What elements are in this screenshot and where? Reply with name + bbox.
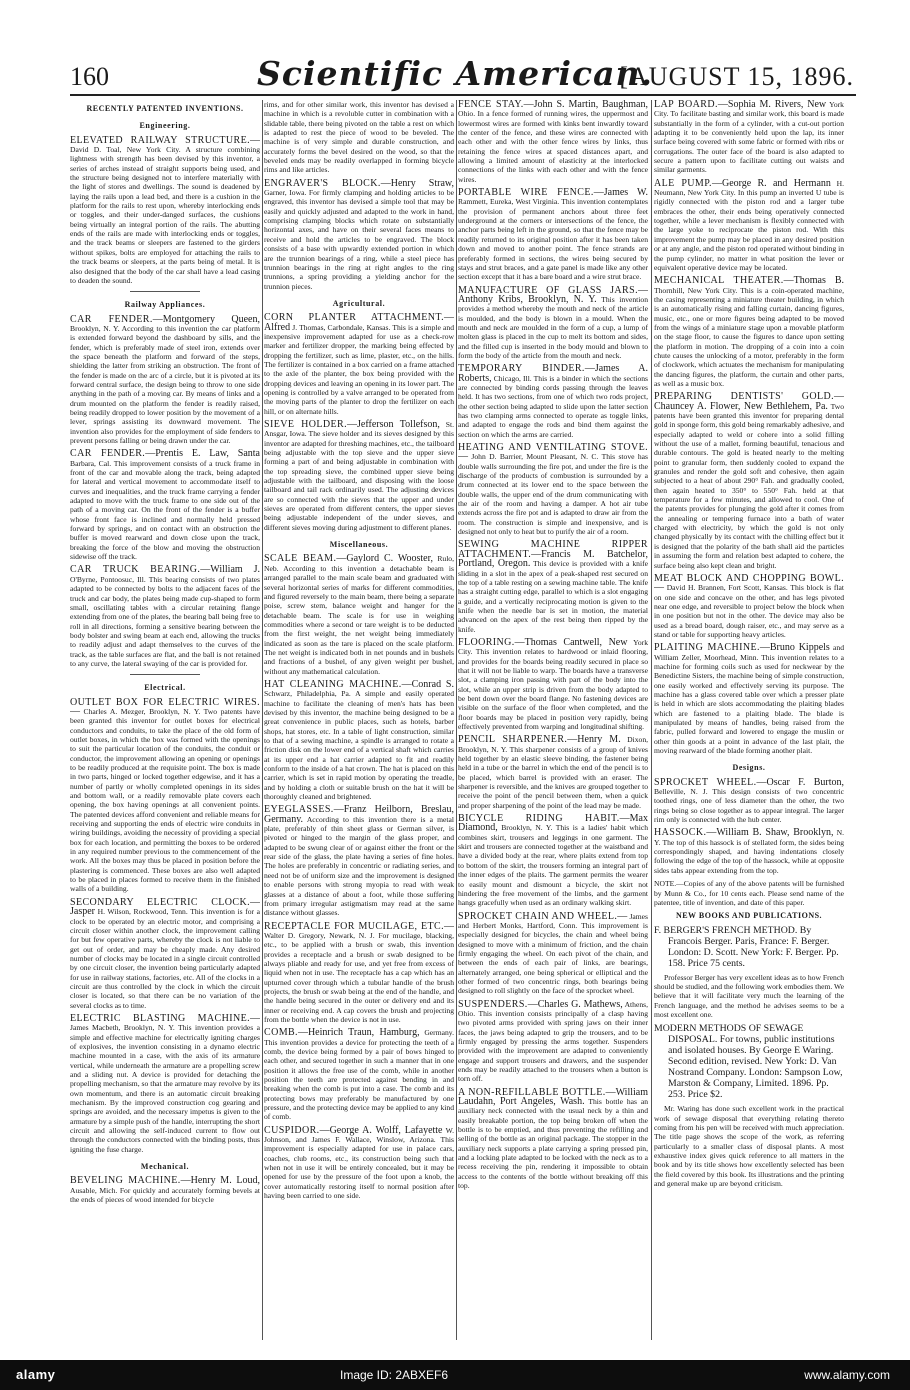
patent-description: H. Wilson, Rockwood, Tenn. This invention is for a clock to be operated by an electric motor, and comprising a circuit closer within another clock, the improvement calling for but few operative parts, whereby the clock is not liable to get out of order, and may be cheaply made. Any desired number of clocks may be located in a single circuit controlled by one circuit closer, the invention being particularly adapted for use in railway stations, factories, etc. All of the clocks in a circuit are thus controlled by the clock in which the circuit closer is located, so that there can be no variation of the several clocks as to time. — [70, 907, 260, 1010]
column-1 — [70, 100, 260, 1350]
patent-entry — [70, 565, 260, 668]
book-listing — [654, 925, 844, 969]
patent-description: Athens, Ohio. This invention consists principally of a clasp having two pivoted arms provided with spring jaws on their inner faces, the jaws being adapted to grip the trousers, and to be firmly engaged by pressing the arms together. Suspenders provided with the improvement are adapted to conveniently engage and support trousers and drawers, and the suspender ends may be readily attached to the trousers when a button is torn off. — [458, 999, 648, 1084]
patent-entry — [70, 315, 260, 446]
patent-title: COMB. — [264, 1027, 298, 1039]
patent-entry — [264, 420, 454, 532]
patent-description: H. Neumann, New York City. In this pump an inverted U tube is rigidly connected with the piston rod and a larger tube embraces the other, their ends being operatively connected together, while a lever mechanism is flexibly connected with the large yoke to reciprocate the piston rod. With this improvement the pump may be placed in any desired position or at any angle, and the piston rod operated without binding in the pump cylinder, no matter in what position the lever or equivalent operative device may be located. — [654, 178, 844, 272]
patent-inventor: —Anthony Kribs, Brooklyn, N. Y. — [458, 284, 648, 305]
column-4 — [654, 100, 844, 1350]
section-subheading: Engineering. — [139, 121, 191, 131]
patent-description: Rulo, Neb. According to this invention a detachable beam is arranged parallel to the main scale beam and graduated with several horizontal series of marks for different commodities, and figured reversely to the main beam, there being a separate poise, screw stem, balance weight and hanger for the detachable beam. The scale is for use in weighing commodities where a second or tare weight is to be deducted from the first weight, the net weight being immediately indicated as soon as the tare is placed on the scale platform. The net weight is indicated both in net pounds and in bushels and fractions of a bushel, of any given weight per bushel, without any mathematical calculation. — [264, 554, 454, 676]
patent-inventor: —Charles G. Mathews, — [527, 998, 623, 1010]
patent-inventor: —Jasper — [70, 896, 260, 918]
patent-title: CAR TRUCK BEARING. — [70, 564, 201, 576]
patent-title: CAR FENDER. — [70, 448, 146, 460]
patent-description: Germany. This invention provides a device for protecting the teeth of a comb, the device being formed by a pair of bows hinged to each other, and secured together in such a manner that in one position it allows the free use of the comb, while in another position the teeth are protected against bending in and breaking when the comb is put into a case. The comb and its protecting bows may preferably be manufactured by one pressure, and the protecting device may be applied to any kind of comb. — [264, 1028, 454, 1122]
section-subheading: Electrical. — [144, 683, 186, 693]
column-rule — [456, 100, 457, 1340]
patent-description: John D. Barrier, Mount Pleasant, N. C. This stove has double walls surrounding the fire pot, and under the fire is the discharge of the products of combustion is surrounded by a drum connected at its lower end to the space between the double walls, the upper end of the drum communicating with the air of the room and having a damper. A hot air tube extends across the fire pot and is adapted to draw air from the room. The construction is simple and inexpensive, and is designed not only to heat but to purify the air of a room. — [458, 452, 648, 537]
patent-title: OUTLET BOX FOR ELECTRIC WIRES. — [70, 696, 260, 708]
patent-description: Brooklyn, N. Y. According to this invention the car platform is extended forward beyond the dashboard by sills, and the fender, which is preferably made of steel iron, extends over the space beneath the platform and forward of the steps, shielding the latter from striking an obstruction. The front of the fender is made on the arc of a circle, but it is pivoted at its forward central surface, the design being to throw to one side anything in the path of a moving car. By means of links and a drum mounted on the platform the fender is readily raised, being readily dropped to lower position by the movement of a lever, springs assisting its downward movement. The invention also provides for the employment of side fenders to prevent persons falling or being drawn under the car. — [70, 323, 260, 445]
patent-entry — [458, 188, 648, 281]
patent-description: Barbara, Cal. This improvement consists of a truck frame in front of the car and movable along the track, being adapted for lateral and vertical movement to accommodate itself to curves and inequalities, and the truck frame carrying a fender adapted to move with the truck frame to one side out of the path of a moving car. On the front of the fender is a buffer whose front face is inclined and normally held pressed forward by springs, and on contact with an obstruction the buffer is moved rearward and down close upon the track, breaking the force of the blow and moving the obstruction sidewise off the track. — [70, 458, 260, 562]
patent-inventor: —Francis M. Batchelor, Portland, Oregon. — [458, 548, 648, 570]
patent-entry — [458, 364, 648, 439]
patent-inventor: —Heinrich Traun, Hamburg, — [297, 1027, 420, 1039]
patent-description: Thornhill, New York City. This is a coin-operated machine, the casing representing a miniature theater building, in which is an automatically rising and falling curtain, dancing figures, music, etc., one or more figures being adapted to be moved from the wings of a miniature stage upon a movable platform on the stage floor, to cause the figures to dance upon setting the platform in motion. The dropping of a coin into a coin chute causes the unlocking of a motor, preferably in the form of clockwork, which actuates the mechanism for manipulating the dancing figures, the platform, the curtain and other parts, as well as a music box. — [654, 285, 844, 388]
patent-inventor: —Henry Straw, — [380, 177, 454, 189]
patent-description: David D. Toal, New York City. A structure combining lightness with strength has been devised by this inventor, a series of arches instead of straight supports being used, and the structure being designed not to interfere materially with the light of stores and dwellings. The sound is deadened by laying the rails upon a lead bed, and there is a cushion in the platform for the rails to rest upon, whereby interlocking ends or toggles, and their under-danged surfaces, the cushions being virtually an integral portion of the rails. The abutting ends of the rails are made with interlocking ends or toggles, and the track beams or sleepers are fastened to the girders without spikes, bolts are employed for attaching the rails to the track beams or sleepers, at the parts being of metal. It is also designed that the body of the car shall have a lead casing to deaden the sound. — [70, 145, 260, 285]
patent-entry — [458, 1088, 648, 1191]
patent-title: BICYCLE RIDING HABIT. — [458, 813, 620, 825]
page-number: 160 — [70, 62, 109, 91]
patent-inventor: —Montgomery Queen, — [152, 313, 260, 325]
patent-title: HASSOCK. — [654, 827, 707, 839]
stock-watermark-bar — [0, 1360, 910, 1390]
patent-description: and William Zeller, Moorhead, Minn. This invention relates to a machine for forming coils such as used for neckwear by the Benedictine Sisters, the machine being of simple construction, one easily worked and effectively serving its purpose. The machine has a glass covered table over which a presser plate is held in which are slots accommodating the plaiting blades which are fastened to a plaiting blade. The blade is manipulated by means of handles, being raised from the fabric, pulled forward and lowered to engage the muslin or other thin goods at a point in advance of the last plait, the moving rearward of the blade forming another plait. — [654, 643, 844, 756]
patent-description: David H. Brannen, Fort Scott, Kansas. This block is flat on one side and concave on the other, and has legs pivoted near one edge, and reversible to project below the block when in one position but not in the other. The device may also be used as a bread board, dough raiser, etc., and may serve as a stand or table for supporting heavy articles. — [654, 583, 844, 639]
patent-entry — [654, 574, 844, 639]
patent-title: MECHANICAL THEATER. — [654, 275, 784, 287]
book-details: By Francois Berger. Paris, France: F. Berger. London: D. Scott. New York: F. Berger. Pp. 158. Price 75 cents. — [668, 924, 839, 969]
patent-inventor: —George A. Wolff, Lafayette — [319, 1124, 443, 1136]
patent-description: St. Ansgar, Iowa. The sieve holder and its sieves designed by this inventor are adapted for threshing machines, etc., the tailboard being adjustable with the top sieve and the upper sieve forming a part of and being adjustable in combination with the top spreading sieve, the combined upper sieve being adjustable with the tailboard, and disposing with the loose tailboard and tail rack ordinarily used. The adjusting devices are so connected with the sieves that the upper and under sieves are operated from different centers, the upper sieves being adjustable independent of the under sieves, and different sieves moving during adjustment to different planes. — [264, 420, 454, 532]
patent-entry — [264, 680, 454, 801]
book-review: Professor Berger has very excellent ideas as to how French should be studied, and the following work embodies them. We believe that it will facilitate very much the learning of the French language, and the method he advises seems to be a most excellent one. — [654, 972, 844, 1019]
patent-title: FENCE STAY. — [458, 100, 524, 110]
patent-description: James and Herbert Monks, Hartford, Conn. This improvement is especially designed for bicycles, the chain and wheel being designed to move with a minimum of friction, and the chain firmly engaging the wheel. On each pivot of the chain, and between the ends of each pair of links, are bearings, alternately arranged, one being spherical or elliptical and the other formed of two concentric rings, both bearings being designed to roll slightly on the face of the sprocket wheel. — [458, 911, 648, 996]
patent-description: Ohio. In a fence formed of running wires, the uppermost and lowermost wires are formed with kinks bent inwardly toward the center of the fence, and these wires are connected with each other and with the other fence wires by links, thus retaining the fence wires at spaced distances apart, and allowing a limited amount of elasticity at the interlocked connections of the links with each other and with the fence wires. — [458, 109, 648, 184]
patent-inventor: — — [458, 451, 468, 463]
patent-title: ALE PUMP. — [654, 177, 712, 189]
patent-entry — [264, 554, 454, 675]
patent-entry — [458, 814, 648, 907]
patent-inventor: — — [70, 705, 80, 717]
section-divider — [130, 291, 200, 292]
patent-description: This invention provides a method whereby the mouth and neck of the article is moulded, and the body is blown in a mould. When the mouth and neck are moulded in the form of a cup, a lump of molten glass is placed in the cup to melt its bottom and sides, and the filled cup is inserted in the body mould and blown to form the body of the article from the mouth and neck. — [458, 294, 648, 360]
patent-title: SIEVE HOLDER. — [264, 419, 348, 430]
patent-title: SCALE BEAM. — [264, 553, 337, 565]
patent-inventor: —Oscar F. Burton, — [756, 776, 844, 788]
patent-entry — [264, 805, 454, 917]
patent-title: BEVELING MACHINE. — [70, 1175, 181, 1187]
patent-inventor: —Prentis E. Law, Santa — [145, 448, 260, 460]
column-rule — [651, 100, 652, 1340]
section-subheading: Designs. — [732, 763, 766, 773]
patent-entry — [654, 778, 844, 825]
patent-inventor: —James W. — [593, 187, 648, 199]
patent-inventor: — — [654, 582, 664, 594]
patent-inventor: —Henry M. — [567, 734, 621, 746]
patent-inventor: —Gaylord C. Wooster, — [336, 553, 434, 565]
patent-title: PENCIL SHARPENER. — [458, 734, 568, 746]
book-listing — [654, 1023, 844, 1100]
patent-title: EYEGLASSES. — [264, 804, 334, 816]
patent-inventor: —Chauncey A. Flower, New Bethlehem, Pa. — [654, 391, 844, 412]
header-rule — [70, 94, 856, 96]
patent-inventor: — — [444, 920, 454, 932]
column-2 — [264, 100, 454, 1350]
masthead-title: Scientific American. — [257, 54, 653, 93]
patent-description: Rammett, Eureka, West Virginia. This invention contemplates the provision of permanent anchors about three feet underground at the corners or intersections of the fence, the anchor parts being left in the ground, so that the fence may be readily returned to its original position after it has been taken down and moved to another point. The fence strands are preferably formed in sections, the wires being secured by stays and strut braces, and a gate panel is made like any other section except that it has a bare board and a wire strut brace. — [458, 197, 648, 282]
patent-inventor: —Thomas B. — [783, 275, 844, 287]
patent-entry — [458, 443, 648, 536]
patent-entry — [458, 912, 648, 996]
patent-description: Charles A. Mezger, Brooklyn, N. Y. Two patents have been granted this inventor for outlet boxes for electrical conductors and conduits, to take the place of the old form of outlet boxes, in which the box was formed with the openings to suit the particular location of the conduits, the conduit or conductor, the improvement allowing an opening or openings to be readily produced at the requisite point. The box is made in two parts, hinged or locked together edgewise, and it has a number of partly or wholly completed openings in its sides and bottom wall, or a readily removable plate covers each opening, the box having openings at all convenient points. The patented devices afford convenient and reliable means for receiving and supporting the ends of electric wire conduits in wiring buildings, avoiding the necessity of providing a special box for each location, and permitting the boxes to be ordered in any required number previous to the commencement of the work. All the boxes may thus be placed in position before the plastering is commenced. These boxes are also well adapted to be placed in places formed to receive them in the finished walls of a building. — [70, 706, 260, 894]
watermark-url[interactable]: www.alamy.com — [804, 1368, 890, 1382]
patent-entry — [70, 449, 260, 561]
section-heading: NEW BOOKS AND PUBLICATIONS. — [675, 911, 823, 921]
patent-description: James Macbeth, Brooklyn, N. Y. This invention provides a simple and effective machine for electrically igniting charges of explosives, the invention consisting in a dynamo electric machine mounted in a case, with the axis of its armature vertical, while underneath the armature are a propelling screw and a sliding nut. A device is provided for detaching the propelling mechanism, so that the armature may revolve by its own momentum, and there is an automatic circuit breaking mechanism. By the improved construction cog gearing and springs are avoided, and the necessary impetus is given to the armature by a simple push of the handle, interrupting the short circuit and allowing the self-induced current to flow out through the conductors connected with the binding posts, thus igniting the fuse charge. — [70, 1023, 260, 1154]
section-subheading: Railway Appliances. — [124, 300, 206, 310]
patent-entry — [654, 276, 844, 388]
patent-inventor: —Max Diamond, — [458, 813, 648, 834]
patent-inventor: —Conrad S. — [401, 678, 454, 690]
patent-description: Schwarz, Philadelphia, Pa. A simple and easily operated machine to facilitate the cleaning of men's hats has been devised by this inventor, the machine being designed to be a great convenience in public places, such as hotels, barber shops, hat stores, etc. In a table of light construction, similar to that of a sewing machine, a spindle is arranged to rotate a friction disk on the lower end of a vertical shaft which carries at its upper end a hat carrier adapted to fit and readily conform to the inside of a hat crown. The hat is placed on this carrier, which is set in rapid motion by operating the treadle, and by holding a cloth or suitable brush on the hat it will be thoroughly cleaned and brightened. — [264, 689, 454, 802]
patent-entry — [70, 698, 260, 894]
patent-title: SPROCKET WHEEL. — [654, 776, 757, 788]
patent-description: This bottle has an auxiliary neck connected with the usual neck by a thin and easily breakable portion, the top being broken off when the bottle is to be emptied, and thus preventing the refilling and selling of the bottle as an original package. The stopper in the auxiliary neck supports a plate carrying a spring pressed pin, and a locking plate adapted to be locked with the neck as to a recess receiving the pin, rendering it impossible to obtain access to the contents of the bottle without breaking off this top. — [458, 1097, 648, 1191]
patent-description: Belleville, N. J. This design consists of two concentric toothed rings, one of less diameter than the other, the two rings being so close together as to appear integral. The larger rim only is connected with the hub center. — [654, 787, 844, 825]
patent-description: N. Y. The top of this hassock is of stellated form, the sides being correspondingly shaped, and having indentations closely following the edge of the top of the hassock, while at opposite sides tabs appear extending from the top. — [654, 828, 844, 875]
patent-entry — [70, 1014, 260, 1154]
patent-entry — [654, 179, 844, 272]
section-subheading: Agricultural. — [332, 298, 386, 308]
patent-title: HEATING AND VENTILATING STOVE. — [458, 442, 648, 454]
patent-title: ELEVATED RAILWAY STRUCTURE. — [70, 134, 250, 146]
patent-title: CAR FENDER. — [70, 313, 153, 325]
patent-description: York City. This invention relates to hardwood or inlaid flooring, and provides for the boards being readily secured in place so that it will not be liable to warp. The boards have a transverse slot, a clamping iron passing with part of the body into the slot, while an upper strip is driven from the body adapted to be bent down over the board flange. No fastening devices are visible on the surface of the floor when completed, and the floor boards may be placed in position very rapidly, being effectively prevented from warping and longitudinal shifting. — [458, 637, 648, 731]
patent-inventor: — — [250, 134, 260, 146]
patent-entry — [70, 898, 260, 1010]
patent-entry — [264, 1126, 454, 1201]
patent-title: PORTABLE WIRE FENCE. — [458, 187, 594, 199]
patent-title: ELECTRIC BLASTING MACHINE. — [70, 1012, 250, 1024]
patent-title: HAT CLEANING MACHINE. — [264, 678, 402, 690]
patent-entry — [458, 540, 648, 633]
patent-entry — [264, 313, 454, 416]
patent-description: Walter D. Gregory, Newark, N. J. For mucilage, blacking, etc., to be applied with a brush or swab, this invention provides a receptacle and a brush or swab designed to be always pliable and ready for use, and yet free from excess of liquid when not in use. The receptacle has a cap which has an upturned cover through which a tubular handle of the brush projects, the brush or swab being at the end of the handle, and the handle being secured in the outer or delivery end and its inner or receiving end. A cap covers the brush and projecting from the bottle when the device is not in use. — [264, 930, 454, 1024]
book-title: MODERN METHODS OF SEWAGE DISPOSAL. — [654, 1023, 804, 1046]
patent-title: RECEPTACLE FOR MUCILAGE, ETC. — [264, 920, 444, 932]
patent-entry — [458, 735, 648, 810]
patent-title: CUSPIDOR. — [264, 1124, 320, 1136]
patent-title: CORN PLANTER ATTACHMENT. — [264, 312, 444, 324]
patent-entry — [70, 1176, 260, 1204]
patent-entry — [654, 828, 844, 875]
patent-title: PLAITING MACHINE. — [654, 642, 760, 654]
patent-inventor: —Henry M. Loud, — [180, 1175, 260, 1187]
patent-inventor: — — [250, 1012, 260, 1024]
patent-title: MANUFACTURE OF GLASS JARS. — [458, 284, 638, 296]
patent-entry — [654, 643, 844, 755]
patent-title: SEWING MACHINE RIPPER ATTACHMENT. — [458, 539, 648, 560]
patent-inventor: —William J. — [200, 564, 260, 576]
issue-date: [AUGUST 15, 1896. — [619, 62, 854, 91]
patent-inventor: —Sophia M. Rivers, New — [717, 100, 827, 110]
patent-inventor: —Franz Heilborn, Breslau, Germany. — [264, 804, 454, 825]
patent-description: Two patents have been granted this inventor for preparing dental gold in sponge form, this gold being remarkably adhesive, and especially adapted to weld or cohere into a solid filling without the use of a mallet, forming beautiful, tenacious and durable contours. The gold is heated nearly to the melting point to granular form, then suddenly cooled to expand the granules and render the gold soft and cohesive, then again subjected to a heat of about 290° Fah. and gradually cooled, then again heated to 350° to 550° Fah. held at that temperature for a few minutes, and allowed to cool. One of the patents provides for plunging the gold after it comes from the annealing or tempering furnace into a bath of water charged with electricity, by which the gold is not only changed physically by its contact with the chilling effect but it is designed that the polarity of the bath shall aid the particles in assuming the form and relation best adapted to cohere, the surface being also kept clean and bright. — [654, 401, 844, 570]
patent-entry — [654, 392, 844, 570]
patent-entry — [458, 286, 648, 361]
patent-inventor: —William Laudahn, Port Angeles, Wash. — [458, 1086, 648, 1108]
copies-notice: NOTE.—Copies of any of the above patents will be furnished by Munn & Co., for 10 cents each. Please send name of the patentee, title of invention, and date of this paper. — [654, 879, 844, 907]
patent-entry — [264, 1028, 454, 1121]
patent-inventor: — — [617, 910, 628, 922]
patent-entry — [70, 136, 260, 286]
patent-description: Dixon, Brooklyn, N. Y. This sharpener consists of a group of knives held together by an elastic sleeve binding, the fastener being held in a tube or the barrel in which the end of the pencil is to be placed, which barrel is provided with an eraser. The sharpener is reversible, and the knives are grouped together to receive the point of the pencil between them, when a quick and proper sharpening of the point of the lead may be made. — [458, 735, 648, 810]
patent-description: Brooklyn, N. Y. This is a ladies' habit which combines skirt, trousers and leggings in one garment. The skirt and trousers are connected together at the waistband and have a divided body at the rear, where plaits extend from top to bottom of the skirt, the trousers forming an integral part of the inner edges of the plaits. The garment permits the wearer to easily mount and dismount a bicycle, the skirt not hindering the free movement of the limbs, and the garment hangs gracefully when used as an ordinary walking skirt. — [458, 823, 648, 908]
patent-entry — [264, 179, 454, 291]
patent-title: SUSPENDERS. — [458, 998, 528, 1010]
patent-entry — [654, 100, 844, 175]
patent-title: TEMPORARY BINDER. — [458, 363, 585, 375]
patent-title: MEAT BLOCK AND CHOPPING BOWL. — [654, 572, 844, 584]
patent-title: SECONDARY ELECTRIC CLOCK. — [70, 896, 250, 908]
patent-description: Chicago, Ill. This is a binder in which the sections are connected by binding cords passing through the leaves held. It has two sections, from one of which two rods project, the other section being adapted to slide upon the latter section has two clamping arms connected to operate as toggle links, and adapted to engage the rods and bind them against the section on which the arms are carried. — [458, 373, 648, 439]
book-details: For towns, public institutions and isolated houses. By George E Waring. Second edition, revised. New York: D. Van Nostrand Company. London: Sampson Low, Marston & Company, Limited. 1896. Pp. 253. Price $2. — [668, 1034, 843, 1101]
patent-description: Ausable, Mich. For quickly and accurately forming bevels at the ends of pieces of wood intended for bicycle — [70, 1185, 260, 1205]
patent-inventor: —John S. Martin, Baughman, — [523, 100, 648, 110]
patent-description: According to this invention there is a metal plate, preferably of thin sheet glass or German silver, is pivoted or hinged to the margin of the glass proper, and adapted to be swung clear of or against either the front or the rear side of the glass, the plate having a series of fine holes. The holes are preferably in concentric or radiating series, and need not be of uniform size and the improvement is designed to enable persons with strong myopia to read with weak glasses at a distance of about a foot, while those suffering from primary irregular astigmatism may read at the same distance without glasses. — [264, 814, 454, 918]
article-paragraph: rims, and for other similar work, this inventor has devised a machine in which is a revoluble cutter in combination with a slidable table, there being pivoted on the table a rest on which is adapted to rest the piece of wood to be beveled. The machine is of very simple and durable construction, and accurately forms the bevel desired on the wood, so that the beveled ends may be readily overlapped in forming bicycle rims and like articles. — [264, 100, 454, 175]
patent-inventor: —William B. Shaw, Brooklyn, — [706, 827, 834, 839]
section-heading: RECENTLY PATENTED INVENTIONS. — [86, 104, 244, 113]
patent-title: ENGRAVER'S BLOCK. — [264, 177, 381, 189]
patent-entry — [458, 638, 648, 731]
patent-description: W. Johnson, and James F. Wallace, Winslow, Arizona. This improvement is especially adapted for use in palace cars, coaches, club rooms, etc., its construction being such that when not in use it will be entirely concealed, but it may be opened for use by the pressure of the foot upon a knob, the cover automatically restoring itself to normal position after having been carried to one side. — [264, 1125, 454, 1201]
patent-entry — [458, 100, 648, 184]
patent-inventor: —George R. and Hermann — [711, 177, 831, 189]
patent-description: O'Byrne, Pontoosuc, Ill. This bearing consists of two plates adapted to be connected by bolts to the adjacent faces of the truck and car body, the plates being made cup-shaped to form small, oscillating tables with a circular retaining flange extending from one of the plates, the bearing ball being free to roll in all directions, forming a sensitive bearing between the body bolster and swing beam at each end, allowing the trucks to readily adjust and adapt themselves to the curves of the track, as the table surfaces are flat, and the ball is not retained to any curve, the lateral swaying of the car is provided for. — [70, 574, 260, 668]
patent-entry — [458, 1000, 648, 1084]
alamy-logo[interactable]: alamy — [16, 1367, 56, 1382]
patent-description: This device is provided with a knife sliding in a slot in the apex of a peak-shaped rest secured on the top of a table resting on a sewing machine table. The knife has a straight cutting edge, parallel to which is a slot engaging a guide, and a vertically reciprocating motion is given to the knife when the needle bar is set in motion, the material advanced on the apex of the rest being then ripped by the knife. — [458, 559, 648, 634]
patent-description: York City. To facilitate basting and similar work, this board is made substantially in the form of a cylinder, with a cut-out portion adapting it to be conveniently held upon the lap, its inner surface being covered with some fabric or formed with ribs or corrugations. The outer face of the board is also adapted to secure a pattern upon to facilitate cutting out waists and similar garments. — [654, 100, 844, 175]
patent-title: FLOORING. — [458, 636, 515, 648]
patent-inventor: —Jefferson Tollefson, — [347, 419, 440, 430]
patent-inventor: —Alfred — [264, 312, 454, 333]
book-title: F. BERGER'S FRENCH METHOD. — [654, 924, 798, 936]
patent-inventor: —James A. Roberts, — [458, 363, 648, 384]
image-id-label: Image ID: 2ABXEF6 — [340, 1368, 449, 1382]
column-rule — [262, 100, 263, 1340]
section-divider — [130, 674, 200, 675]
patent-title: LAP BOARD. — [654, 100, 718, 110]
patent-title: PREPARING DENTISTS' GOLD. — [654, 391, 834, 403]
patent-inventor: —Thomas Cantwell, New — [514, 636, 628, 648]
column-3 — [458, 100, 648, 1350]
section-subheading: Mechanical. — [140, 1162, 190, 1172]
section-subheading: Miscellaneous. — [329, 540, 389, 550]
patent-title: SPROCKET CHAIN AND WHEEL. — [458, 910, 618, 922]
patent-description: J. Thomas, Carbondale, Kansas. This is a simple and inexpensive improvement adapted for use as a check-row marker and fertilizer dropper, the marking being effected by dropping the fertilizer, such as lime, plaster, etc., on the hills. The fertilizer is contained in a box carried on a frame attached to the axle of the planter, the box being provided with the dropping devices and leaving an opening in its lower part. The opening is controlled by a valve arranged to be operated from the moving parts of the planter to drop the fertilizer on each hill, or on alternate hills. — [264, 322, 454, 416]
patent-entry — [264, 922, 454, 1025]
patent-description: Garner, Iowa. For firmly clamping and holding articles to be engraved, this inventor has devised a simple tool that may be easily and quickly adjusted and adapted to the work in hand, comprising clamping blocks which rotate on substantially horizontal axes, and have on their several faces means to receive and hold the articles to be engraved. The block consists of a base with upwardly extended portion in which are the trunnion bearings of a ring, while a steel piece has trunnion bearings in the ring at right angles to the ring trunnions, a spring providing a yielding anchor for the trunnion pieces. — [264, 188, 454, 291]
patent-inventor: —Bruno Kippels — [759, 642, 830, 654]
book-review: Mr. Waring has done such excellent work in the practical work of sewage disposal that everything relating thereto coming from his pen will be received with much appreciation. The title page shows the scope of the work, as referring particularly to a smaller class of disposal plants. A most exhaustive index gives quick reference to all matters in the book and by its title shows how excellently selected has been the field covered by this book. Its illustrations and the printing and general make up are beyond criticism. — [654, 1104, 844, 1188]
patent-title: A NON-REFILLABLE BOTTLE. — [458, 1086, 606, 1098]
